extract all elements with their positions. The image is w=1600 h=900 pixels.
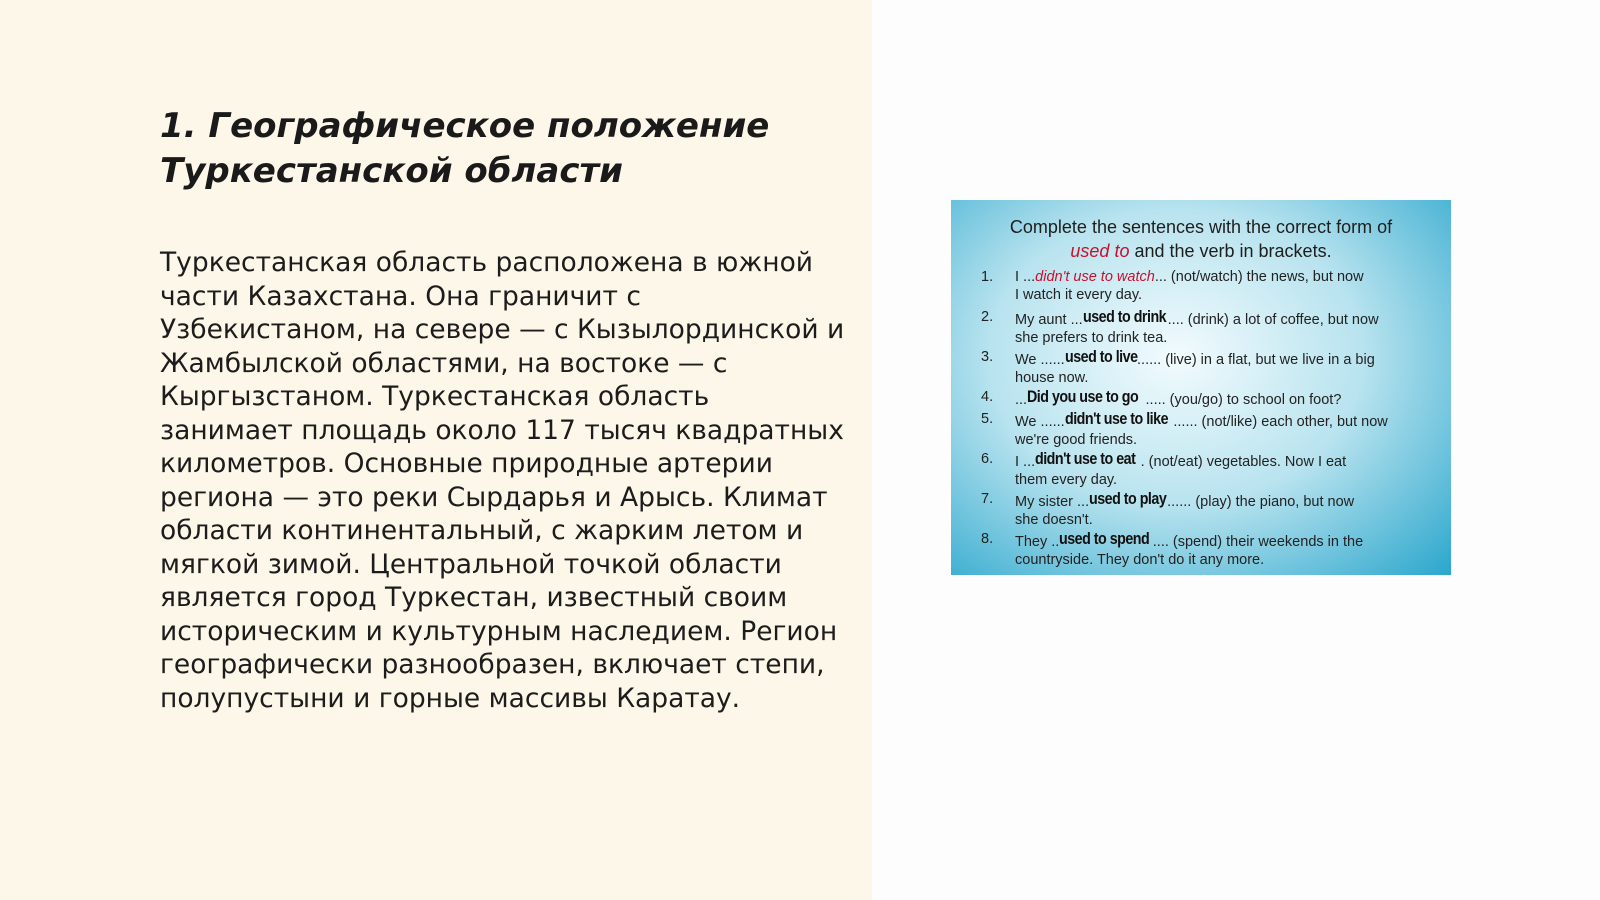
item-answer: used to play (1089, 489, 1167, 508)
item-second-line: I watch it every day. (1015, 287, 1143, 303)
item-number: 5. (981, 411, 994, 427)
used-to-emphasis: used to (1070, 241, 1130, 261)
item-answer: didn't use to watch (1035, 269, 1155, 285)
item-answer: used to drink (1082, 307, 1166, 326)
item-prefix: We ...... (1015, 414, 1065, 430)
item-second-line: them every day. (1015, 472, 1118, 488)
title-line-2: Туркестанской области (160, 151, 624, 191)
item-prefix: My sister ... (1015, 494, 1090, 510)
item-second-line: house now. (1015, 370, 1089, 386)
item-suffix: ...... (play) the piano, but now (1167, 494, 1355, 510)
item-prefix: I ... (1015, 454, 1036, 470)
title-line-1: 1. Географическое положение (160, 106, 770, 146)
item-prefix: We ...... (1015, 352, 1065, 368)
item-number: 1. (981, 269, 994, 285)
exercise-heading (951, 215, 1451, 263)
item-number: 2. (981, 309, 994, 325)
item-prefix: ... (1015, 392, 1028, 408)
slide-title (160, 104, 840, 194)
item-prefix: They .. (1015, 534, 1060, 550)
item-number: 4. (981, 389, 994, 405)
item-suffix: ...... (not/like) each other, but now (1173, 414, 1388, 430)
exercise-heading-line-2 (951, 239, 1451, 263)
exercise-heading-rest: and the verb in brackets. (1129, 241, 1332, 261)
item-answer: didn't use to like (1064, 409, 1168, 428)
item-answer: Did you use to go (1027, 387, 1139, 406)
body-paragraph: Туркестанская область расположена в южной части Казахстана. Она граничит с Узбекистаном, на севере — с Кызылординской и Жамбылской областями, на востоке — с Кыргызстаном. Туркестанская область занимает площадь около 117 тысяч квадратных километров. Основные природные артерии региона — это реки Сырдарья и Арысь. Климат области континентальный, с жарким летом и мягкой зимой. Центральной точкой области является город Туркестан, известный своим историческим и культурным наследием. Регион географически разнообразен, включает степи, полупустыни и горные массивы Каратау. (160, 247, 845, 714)
item-number: 6. (981, 451, 994, 467)
item-answer: didn't use to eat (1035, 449, 1136, 468)
item-suffix: ... (not/watch) the news, but now (1154, 269, 1364, 285)
item-suffix: ..... (you/go) to school on foot? (1145, 392, 1342, 408)
item-second-line: she doesn't. (1015, 512, 1093, 528)
item-suffix: . (not/eat) vegetables. Now I eat (1140, 454, 1347, 470)
item-prefix: My aunt ... (1015, 312, 1083, 328)
item-second-line: she prefers to drink tea. (1015, 330, 1168, 346)
item-suffix: ...... (live) in a flat, but we live in a big (1137, 352, 1375, 368)
item-second-line: countryside. They don't do it any more. (1015, 552, 1265, 568)
item-answer: used to spend (1059, 529, 1150, 548)
item-answer: used to live (1064, 347, 1138, 366)
item-prefix: I ... (1015, 269, 1036, 285)
item-suffix: .... (spend) their weekends in the (1152, 534, 1364, 550)
exercise-image (951, 200, 1451, 575)
item-number: 7. (981, 491, 994, 507)
item-suffix: .... (drink) a lot of coffee, but now (1167, 312, 1379, 328)
exercise-heading-line-1: Complete the sentences with the correct form of (1009, 217, 1393, 237)
item-number: 3. (981, 349, 994, 365)
item-number: 8. (981, 531, 994, 547)
item-second-line: we're good friends. (1015, 432, 1138, 448)
